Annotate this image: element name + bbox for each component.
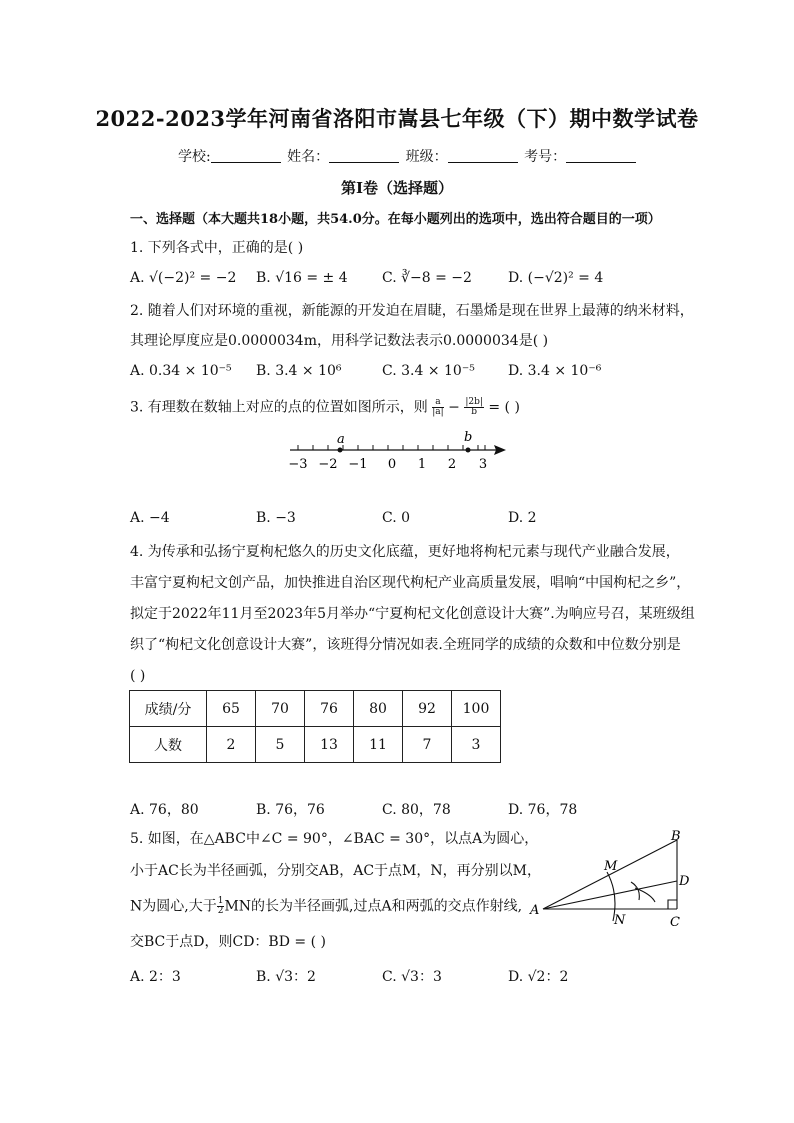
tick-label: −3 [288, 457, 308, 472]
q3-frac1-den: |a| [432, 407, 444, 417]
table-cell: 13 [305, 727, 354, 763]
ray-AD [543, 881, 677, 909]
q4-line3: 拟定于2022年11月至2023年5月举办“宁夏枸杞文化创意设计大赛”.为响应号召，某班级组 [130, 606, 695, 622]
label-N: N [614, 913, 626, 928]
tick-label: 3 [478, 457, 488, 472]
score-table [129, 690, 501, 763]
q3-frac2-den: b [471, 407, 477, 417]
q3-option-d[interactable]: D. 2 [508, 510, 537, 526]
q2-option-d[interactable]: D. 3.4 × 10⁻⁶ [508, 363, 602, 379]
label-A: A [530, 903, 540, 918]
q4-option-b[interactable]: B. 76，76 [256, 802, 325, 818]
exam-title: 2022-2023学年河南省洛阳市嵩县七年级（下）期中数学试卷 [95, 106, 699, 131]
q2-line2: 其理论厚度应是0.0000034m，用科学记数法表示0.0000034是( ) [130, 333, 549, 349]
q3-fraction-a [432, 398, 443, 417]
q1-option-b[interactable]: B. √16 = ± 4 [256, 270, 348, 286]
label-D: D [679, 874, 690, 889]
q2-line1: 2. 随着人们对环境的重视，新能源的开发迫在眉睫，石墨烯是现在世界上最薄的纳米材料， [130, 303, 694, 319]
point-a [338, 448, 343, 453]
q4-option-d[interactable]: D. 76，78 [508, 802, 578, 818]
exam-no-label: 考号： [524, 149, 567, 165]
number-line-figure [280, 428, 520, 478]
label-B: B [671, 829, 681, 844]
table-cell: 5 [256, 727, 305, 763]
tick-label: 0 [387, 457, 397, 472]
q3-option-a[interactable]: A. −4 [130, 510, 170, 526]
q5-line4: 交BC于点D，则CD：BD = ( ) [130, 934, 326, 950]
label-M: M [604, 859, 618, 874]
q5-option-d[interactable]: D. √2：2 [508, 969, 569, 985]
q4-option-a[interactable]: A. 76，80 [130, 802, 199, 818]
name-label: 姓名： [287, 149, 330, 165]
label-C: C [670, 915, 680, 930]
tick-label: −1 [348, 457, 368, 472]
q4-line1: 4. 为传承和弘扬宁夏枸杞悠久的历史文化底蕴，更好地将枸杞元素与现代产业融合发展， [130, 544, 680, 560]
table-cell: 65 [207, 691, 256, 727]
table-cell: 11 [354, 727, 403, 763]
q4-option-c[interactable]: C. 80，78 [382, 802, 451, 818]
point-a-label: a [337, 432, 345, 447]
q4-line5: ( ) [130, 668, 146, 684]
q5-option-b[interactable]: B. √3：2 [256, 969, 316, 985]
table-cell: 76 [305, 691, 354, 727]
tick-label: 2 [447, 457, 457, 472]
table-cell: 成绩/分 [130, 691, 207, 727]
q4-line4: 织了“枸杞文化创意设计大赛”，该班得分情况如表.全班同学的成绩的众数和中位数分别是 [130, 637, 681, 653]
exam-no-blank[interactable] [566, 148, 636, 163]
q3-minus: − [448, 399, 460, 416]
tick-label: −2 [318, 457, 338, 472]
right-angle-mark [668, 900, 677, 909]
table-cell: 80 [354, 691, 403, 727]
q1-option-a[interactable]: A. √(−2)² = −2 [130, 270, 237, 286]
school-blank[interactable] [211, 148, 281, 163]
tick-label: 1 [417, 457, 427, 472]
q3-stem-pre: 3. 有理数在数轴上对应的点的位置如图所示，则 [130, 399, 428, 416]
table-cell: 100 [452, 691, 501, 727]
q5-frac-num: 1 [217, 896, 224, 906]
student-info-row [178, 146, 638, 166]
section-heading: 第I卷（选择题） [340, 179, 454, 197]
q2-option-a[interactable]: A. 0.34 × 10⁻⁵ [130, 363, 232, 379]
q5-line3 [130, 897, 522, 916]
q1-option-c[interactable]: C. ∛−8 = −2 [382, 270, 472, 286]
table-cell: 70 [256, 691, 305, 727]
table-row [130, 691, 501, 727]
table-cell: 3 [452, 727, 501, 763]
table-cell: 人数 [130, 727, 207, 763]
arc-from-M [631, 882, 639, 900]
triangle-figure [525, 828, 700, 933]
q3-frac2-num: |2b| [465, 397, 483, 407]
q3-stem [130, 398, 520, 417]
q3-frac1-num: a [432, 398, 443, 408]
q5-line3-pre: N为圆心,大于 [130, 898, 217, 915]
table-row [130, 727, 501, 763]
q5-frac-den: 2 [217, 906, 224, 916]
name-blank[interactable] [329, 148, 399, 163]
q3-option-b[interactable]: B. −3 [256, 510, 296, 526]
q3-fraction-b [464, 398, 484, 417]
q5-line1: 5. 如图，在△ABC中∠C = 90°，∠BAC = 30°，以点A为圆心， [130, 831, 539, 847]
school-label: 学校: [178, 149, 211, 165]
point-b-label: b [464, 430, 473, 445]
q2-option-b[interactable]: B. 3.4 × 10⁶ [256, 363, 342, 379]
q1-stem: 1. 下列各式中，正确的是( ) [130, 240, 304, 256]
q5-option-c[interactable]: C. √3：3 [382, 969, 442, 985]
class-blank[interactable] [448, 148, 518, 163]
tick-marks [298, 445, 485, 450]
class-label: 班级： [405, 149, 448, 165]
table-cell: 92 [403, 691, 452, 727]
table-cell: 7 [403, 727, 452, 763]
q4-line2: 丰富宁夏枸杞文创产品，加快推进自治区现代枸杞产业高质量发展，唱响“中国枸杞之乡”， [130, 575, 691, 591]
q2-option-c[interactable]: C. 3.4 × 10⁻⁵ [382, 363, 475, 379]
q3-stem-post: = ( ) [488, 399, 520, 416]
part-heading: 一、选择题（本大题共18小题，共54.0分。在每小题列出的选项中，选出符合题目的一项） [130, 212, 661, 227]
q1-option-d[interactable]: D. (−√2)² = 4 [508, 270, 604, 286]
q3-option-c[interactable]: C. 0 [382, 510, 411, 526]
side-AB [543, 840, 677, 909]
table-cell: 2 [207, 727, 256, 763]
point-b [466, 448, 471, 453]
q5-line2: 小于AC长为半径画弧，分别交AB，AC于点M，N，再分别以M， [130, 863, 541, 879]
q5-line3-post: MN的长为半径画弧,过点A和两弧的交点作射线, [224, 898, 523, 915]
q5-option-a[interactable]: A. 2：3 [130, 969, 181, 985]
